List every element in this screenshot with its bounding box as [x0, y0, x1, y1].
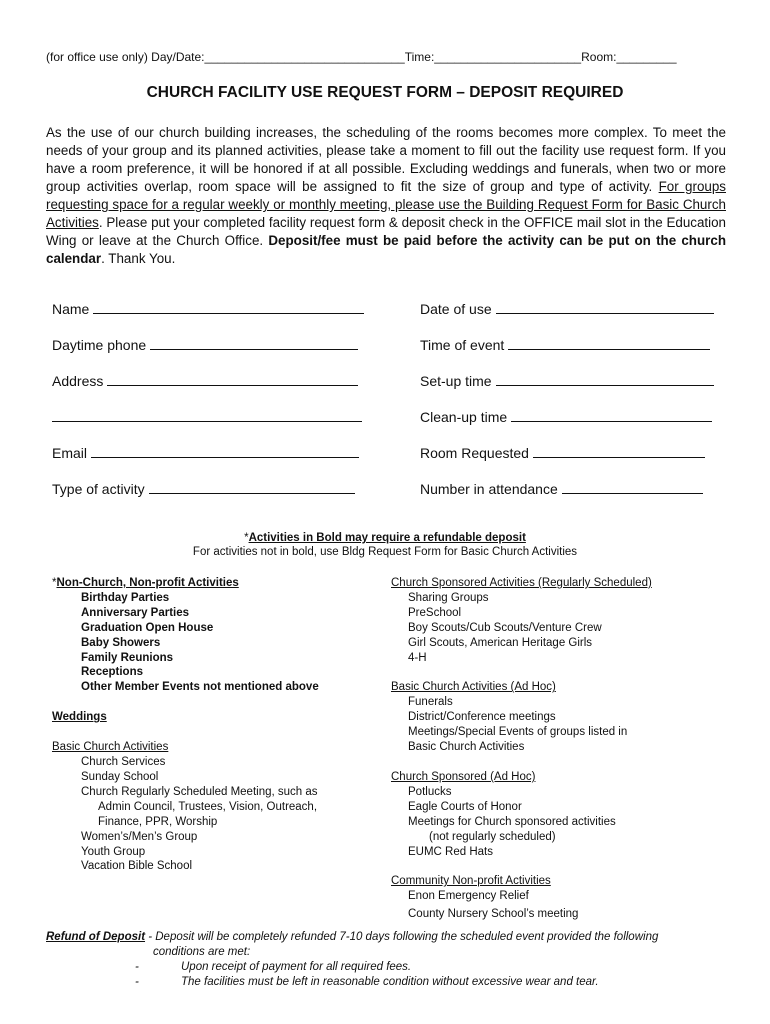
address-line-2[interactable]: [52, 407, 362, 422]
list-item: PreSchool: [408, 606, 462, 619]
intro-text-1: As the use of our church building increases, the scheduling of the rooms becomes more complex. To meet the needs of your group and its planned activities, please take a moment to fill out the facility use request form. If you have a room preference, it will be honored if at all possible. Excluding weddings and funerals, when two or more group activities overlap, room space will be assigned to fit the size of group and type of activity.: [46, 125, 726, 194]
list-item: Boy Scouts/Cub Scouts/Venture Crew: [408, 621, 602, 634]
list-item: Meetings for Church sponsored activities: [408, 815, 616, 828]
intro-bold-text: Deposit/fee must be paid before the activity can be put on the church calendar: [46, 233, 727, 266]
sponsored-heading: Church Sponsored Activities (Regularly Scheduled): [391, 577, 652, 589]
office-use-line: (for office use only) Day/Date:______________________________Time:______________________Room:_________: [46, 50, 677, 64]
room-requested-field[interactable]: Room Requested: [420, 443, 705, 463]
cleanup-time-field[interactable]: Clean-up time: [420, 407, 712, 427]
left-activity-column: [52, 576, 382, 874]
address-field[interactable]: Address: [52, 371, 358, 391]
list-item: District/Conference meetings: [408, 711, 556, 724]
list-item: EUMC Red Hats: [408, 845, 493, 858]
sponsored-adhoc-heading: Church Sponsored (Ad Hoc): [391, 770, 536, 783]
refund-section: [46, 930, 736, 990]
date-of-use-field[interactable]: Date of use: [420, 299, 714, 319]
list-item: Other Member Events not mentioned above: [81, 681, 319, 694]
community-heading: Community Non-profit Activities: [391, 875, 551, 888]
cleanup-time-line[interactable]: [511, 407, 712, 422]
refund-line-2: conditions are met:: [153, 946, 251, 958]
daytime-phone-field[interactable]: Daytime phone: [52, 335, 358, 355]
list-item: 4-H: [408, 651, 427, 664]
address-line-2-field[interactable]: [52, 407, 362, 427]
list-item: Meetings/Special Events of groups listed in: [408, 726, 628, 739]
list-item: Enon Emergency Relief: [408, 890, 529, 903]
list-item: (not regularly scheduled): [429, 830, 556, 843]
room-requested-line[interactable]: [533, 443, 705, 458]
basic-activities-heading: Basic Church Activities: [52, 741, 169, 754]
list-item: Potlucks: [408, 785, 452, 798]
email-field[interactable]: Email: [52, 443, 359, 463]
nonchurch-heading: *Non-Church, Non-profit Activities: [52, 577, 239, 589]
time-of-event-field[interactable]: Time of event: [420, 335, 710, 355]
deposit-note: *Activities in Bold may require a refundable deposit: [244, 532, 526, 544]
page-title: CHURCH FACILITY USE REQUEST FORM – DEPOSIT REQUIRED: [146, 84, 624, 101]
list-item: Sharing Groups: [408, 591, 489, 604]
type-of-activity-line[interactable]: [149, 479, 355, 494]
list-item: Girl Scouts, American Heritage Girls: [408, 636, 593, 649]
email-line[interactable]: [91, 443, 359, 458]
list-item: Family Reunions: [81, 651, 174, 664]
date-of-use-line[interactable]: [496, 299, 714, 314]
number-in-attendance-field[interactable]: Number in attendance: [420, 479, 703, 499]
setup-time-field[interactable]: Set-up time: [420, 371, 714, 391]
name-line[interactable]: [93, 299, 364, 314]
list-item: Finance, PPR, Worship: [98, 815, 218, 828]
intro-text-2: . Please put your completed facility request form & deposit check in the OFFICE mail slot in the Education Wing or leave at the Church Office.: [46, 215, 726, 248]
list-item: Women’s/Men’s Group: [81, 830, 198, 843]
list-item: County Nursery School’s meeting: [408, 908, 579, 921]
list-item: Admin Council, Trustees, Vision, Outreach,: [98, 800, 318, 813]
adhoc-heading: Basic Church Activities (Ad Hoc): [391, 681, 556, 694]
list-item: Graduation Open House: [81, 621, 214, 634]
list-item: Church Services: [81, 756, 166, 769]
daytime-phone-line[interactable]: [150, 335, 358, 350]
number-in-attendance-line[interactable]: [562, 479, 703, 494]
list-item: Eagle Courts of Honor: [408, 800, 522, 813]
address-line[interactable]: [107, 371, 358, 386]
time-of-event-line[interactable]: [508, 335, 710, 350]
list-item: Receptions: [81, 666, 143, 679]
list-item: Funerals: [408, 696, 453, 709]
list-item: Anniversary Parties: [81, 606, 190, 619]
setup-time-line[interactable]: [496, 371, 714, 386]
refund-bullet: - The facilities must be left in reasonable condition without excessive wear and tear.: [135, 976, 599, 988]
list-item: Sunday School: [81, 770, 159, 783]
intro-paragraph: [46, 124, 726, 268]
refund-label: Refund of Deposit: [46, 931, 146, 943]
list-item: Vacation Bible School: [81, 860, 193, 873]
list-item: Birthday Parties: [81, 591, 170, 604]
list-item: Basic Church Activities: [408, 741, 525, 754]
list-item: Church Regularly Scheduled Meeting, such as: [81, 785, 318, 798]
intro-text-3: . Thank You.: [101, 251, 176, 266]
weddings-heading: Weddings: [52, 711, 107, 724]
list-item: Youth Group: [81, 845, 146, 858]
refund-bullet: - Upon receipt of payment for all required fees.: [135, 961, 412, 973]
intro-link-text: For groups requesting space for a regular weekly or monthly meeting, please use the Building Request Form for Basic Church Activities: [46, 179, 726, 230]
type-of-activity-field[interactable]: Type of activity: [52, 479, 355, 499]
right-activity-column: [391, 576, 731, 922]
deposit-note-bold: Activities in Bold may require a refundable deposit: [248, 532, 526, 544]
name-field[interactable]: Name: [52, 299, 364, 319]
refund-line-1: Refund of Deposit - Deposit will be completely refunded 7-10 days following the scheduled event provided the following: [46, 931, 659, 943]
deposit-note-sub: For activities not in bold, use Bldg Request Form for Basic Church Activities: [192, 546, 578, 558]
list-item: Baby Showers: [81, 636, 161, 649]
